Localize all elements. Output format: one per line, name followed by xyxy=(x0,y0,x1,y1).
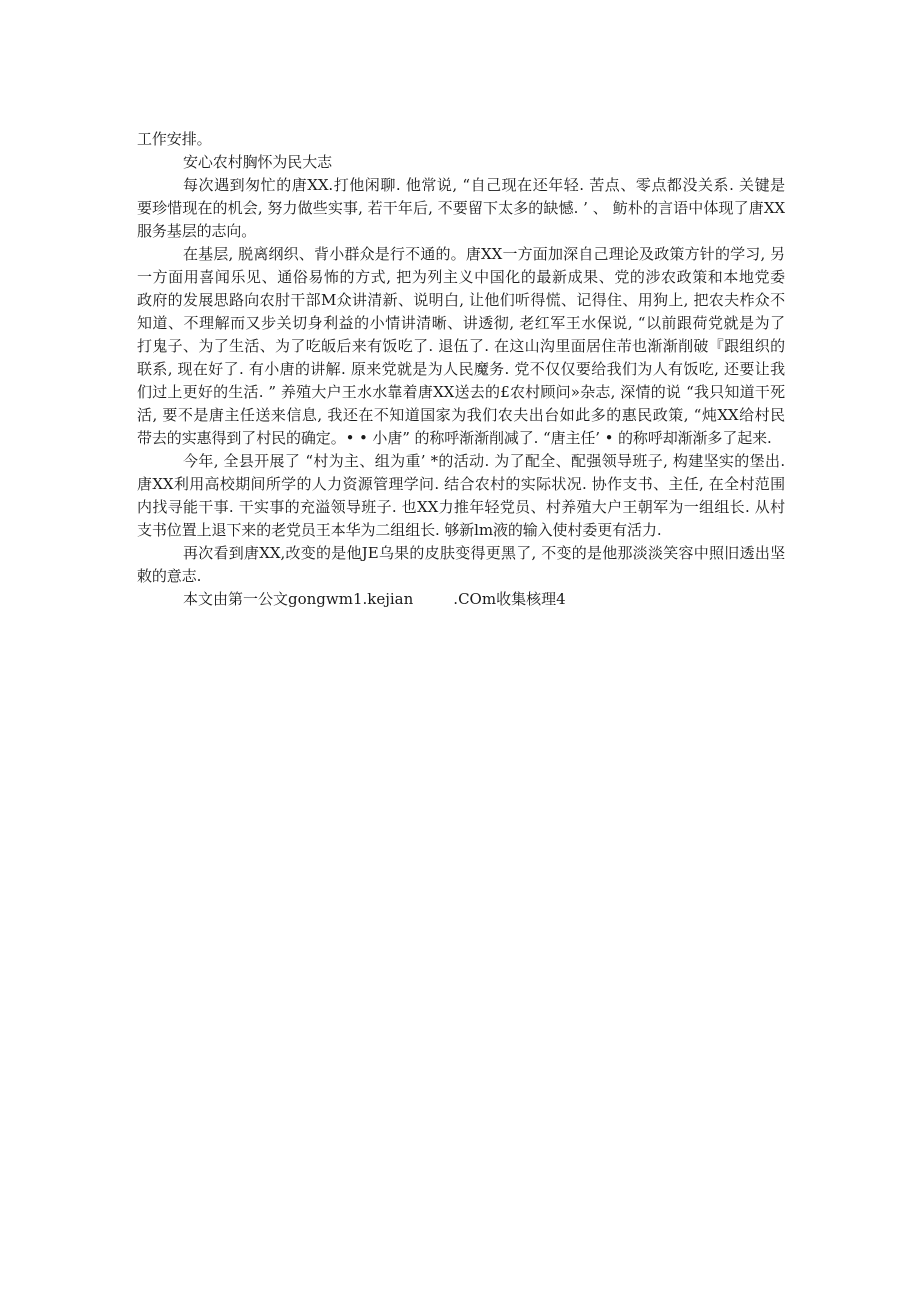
paragraph-line: 一方面用喜闻乐见、通俗易怖的方式, 把为列主义中国化的最新成果、党的涉农政策和本地党委 xyxy=(137,268,785,286)
paragraph-line: 支书位置上退下来的老党员王本华为二组组长. 够新lm液的输入使村委更有活力. xyxy=(137,521,662,539)
paragraph xyxy=(137,450,785,542)
paragraph-line: 们过上更好的生活. ” 养殖大户王水水靠着唐XX送去的£农村顾问»杂志, 深情的说 “我只知道干死 xyxy=(137,383,785,401)
paragraph-line: 内找寻能干事. 干实事的充溢领导班子. 也XX力推年轻党员、村养殖大户王朝军为一组组长. 从村 xyxy=(137,498,785,516)
source-footer xyxy=(137,588,785,611)
paragraph xyxy=(137,243,785,450)
section-heading: 安心农村胸怀为民大志 xyxy=(183,153,333,171)
paragraph-line: 知道、不理解而又步关切身利益的小情讲清晰、讲透彻, 老红军王水保说, “以前跟荷党就是为了 xyxy=(137,314,785,332)
paragraph-line: 今年, 全县开展了 “村为主、组为重’ *的活动. 为了配全、配强领导班子, 构建坚实的堡出. xyxy=(183,452,785,470)
paragraph-line: 再次看到唐XX,改变的是他JE乌果的皮肤变得更黑了, 不变的是他那淡淡笑容中照旧透出坚 xyxy=(183,544,785,562)
paragraph-line: 工作安排。 xyxy=(137,130,212,148)
paragraph-line: 服务基层的志向。 xyxy=(137,222,257,240)
source-footer-suffix: .COm收集核理4 xyxy=(453,590,566,608)
paragraph-line: 在基层, 脱离纲织、背小群众是行不通的。唐XX一方面加深自己理论及政策方针的学习, 另 xyxy=(183,245,785,263)
paragraph-line: 带去的实惠得到了村民的确定。• • 小唐” 的称呼渐渐削减了. “唐主任’ • 的称呼却渐渐多了起来. xyxy=(137,429,772,447)
source-footer-prefix: 本文由第一公文gongwm1.kejian xyxy=(183,590,414,608)
paragraph-line: 政府的发展思路向农肘干部M众讲清新、说明白, 让他们听得慌、记得住、用狗上, 把农夫柞众不 xyxy=(137,291,785,309)
paragraph-line: 要珍惜现在的机会, 努力做些实事, 若干年后, 不要留下太多的缺憾. ’ 、 鲂朴的言语中体现了唐XX xyxy=(137,199,785,217)
paragraph xyxy=(137,542,785,588)
document-page xyxy=(137,128,785,611)
paragraph xyxy=(137,174,785,243)
paragraph-line: 联系, 现在好了. 有小唐的讲解. 原来党就是为人民魔务. 党不仅仅要给我们为人有饭吃, 还要让我 xyxy=(137,360,785,378)
paragraph-line: 每次遇到匆忙的唐XX.打他闲聊. 他常说, “自己现在还年轻. 苦点、零点都没关系. 关键是 xyxy=(183,176,785,194)
paragraph-line: 活, 要不是唐主任送来信息, 我还在不知道国家为我们农夫出台如此多的惠民政策, “炖XX给村民 xyxy=(137,406,785,424)
paragraph-line: 打鬼子、为了生活、为了吃皈后来有饭吃了. 退伍了. 在这山沟里面居住芾也渐渐削破『跟组织的 xyxy=(137,337,785,355)
paragraph-line: 敕的意志. xyxy=(137,567,202,585)
paragraph-line: 唐XX利用高校期间所学的人力资源管理学问. 结合农村的实际状况. 协作支书、主任, 在全村范围 xyxy=(137,475,785,493)
